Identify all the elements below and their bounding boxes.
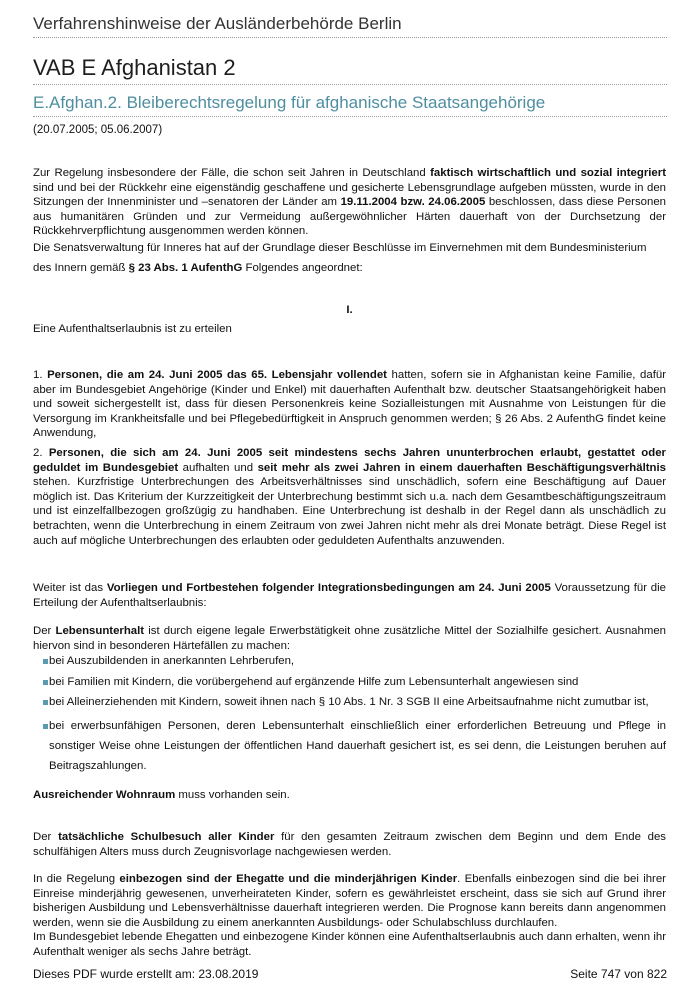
wohnraum-paragraph: Ausreichender Wohnraum muss vorhanden sein. [33, 789, 290, 801]
list-item: bei Auszubildenden in anerkannten Lehrberufen, [33, 654, 666, 669]
footer-page-number: Seite 747 von 822 [570, 967, 667, 981]
footer-created-date: Dieses PDF wurde erstellt am: 23.08.2019 [33, 967, 259, 981]
bullet-square-icon [43, 724, 48, 729]
item-1: 1. Personen, die am 24. Juni 2005 das 65. Lebensjahr vollendet hatten, sofern sie in Afghanistan keine Familie, dafür aber im Bundesgebiet Angehörige (Kinder und Enkel) mit dauerhaften Aufenthalt bzw. deutscher Staatsangehörigkeit haben und soweit sichergestellt ist, dass für diesen Personenkreis keine Sozialleistungen mit Ausnahme von Leistungen für die Versorgung im Krankheitsfalle und bei Pflegebedürftigkeit in Anspruch genommen werden; § 26 Abs. 2 AufenthG findet keine Anwendung, [33, 369, 666, 440]
item-2: 2. Personen, die sich am 24. Juni 2005 seit mindestens sechs Jahren ununterbrochen erlaubt, gestattet oder geduldet im Bundesgebiet aufhalten und seit mehr als zwei Jahren in einem dauerhaften Beschäftigungsverhältnis stehen. Kurzfristige Unterbrechungen des Arbeitsverhältnisses sind unschädlich, sofern eine Beschäftigung auf Dauer möglich ist. Das Kriterium der Kurzzeitigkeit der Unterbrechung bestimmt sich u.a. nach dem Gesamtbeschäftigungszeitraum und ist einzelfallbezogen großzügig zu handhaben. Eine Unterbrechung ist deshalb in der Regel dann als unschädlich zu betrachten, wenn die Unterbrechung in einem Zeitraum von zwei Jahren nicht mehr als drei Monate beträgt. Diese Regel ist auch auf mögliche Unterbrechungen des erlaubten oder geduldeten Aufenthalts anzuwenden. [33, 447, 666, 547]
document-title: VAB E Afghanistan 2 [33, 55, 236, 80]
hardship-list [33, 654, 666, 776]
bullet-square-icon [43, 680, 48, 685]
title-divider [33, 84, 667, 85]
bullet-square-icon [43, 659, 48, 664]
list-item: bei Alleinerziehenden mit Kindern, soweit ihnen nach § 10 Abs. 1 Nr. 3 SGB II eine Arbeitsaufnahme nicht zumutbar ist, [33, 695, 666, 710]
list-item: bei erwerbsunfähigen Personen, deren Lebensunterhalt einschließlich einer erforderlichen Betreuung und Pflege in sonstiger Weise ohne Leistungen der öffentlichen Hand dauerhaft gesichert ist, es sei denn, die Leistungen beruhen auf Beitragszahlungen. [33, 716, 666, 776]
section-numeral: I. [346, 304, 353, 316]
schulbesuch-paragraph: Der tatsächliche Schulbesuch aller Kinder für den gesamten Zeitraum zwischen dem Beginn und dem Ende des schulfähigen Alters muss durch Zeugnisvorlage nachgewiesen werden. [33, 831, 666, 858]
decree-paragraph: Die Senatsverwaltung für Inneres hat auf der Grundlage dieser Beschlüsse im Einvernehmen mit dem Bundesministerium des Innern gemäß § 23 Abs. 1 AufenthG Folgendes angeordnet: [33, 242, 647, 274]
list-item: bei Familien mit Kindern, die vorübergehend auf ergänzende Hilfe zum Lebensunterhalt angewiesen sind [33, 675, 666, 690]
header-divider [33, 37, 667, 38]
subtitle-divider [33, 116, 667, 117]
intro-paragraph: Zur Regelung insbesondere der Fälle, die schon seit Jahren in Deutschland faktisch wirtschaftlich und sozial integriert sind und bei der Rückkehr eine eigenständig geschaffene und gesicherte Lebensgrundlage aufgeben müssten, wurde in den Sitzungen der Innenminister und –senatoren der Länder am 19.11.2004 bzw. 24.06.2005 beschlossen, dass diese Personen aus humanitären Gründen und zur Vermeidung außergewöhnlicher Härten dauerhaft von der Durchsetzung der Rückkehrverpflichtung ausgenommen werden können. [33, 167, 667, 238]
section-lead: Eine Aufenthaltserlaubnis ist zu erteilen [33, 323, 232, 335]
section-subtitle: E.Afghan.2. Bleiberechtsregelung für afghanische Staatsangehörige [33, 93, 546, 112]
bullet-square-icon [43, 700, 48, 705]
integration-paragraph: Weiter ist das Vorliegen und Fortbestehen folgender Integrationsbedingungen am 24. Juni 2005 Voraussetzung für die Erteilung der Aufenthaltserlaubnis: [33, 582, 666, 609]
site-title: Verfahrenshinweise der Ausländerbehörde Berlin [33, 14, 402, 33]
lebensunterhalt-paragraph: Der Lebensunterhalt ist durch eigene legale Erwerbstätigkeit ohne zusätzliche Mittel der Sozialhilfe gesichert. Ausnahmen hiervon sind in besonderen Härtefällen zu machen: [33, 625, 666, 652]
revision-dates: (20.07.2005; 05.06.2007) [33, 124, 163, 136]
family-paragraph: In die Regelung einbezogen sind der Ehegatte und die minderjährigen Kinder. Ebenfalls einbezogen sind die bei ihrer Einreise minderjährig gewesenen, unverheirateten Kinder, sofern es gewährleistet erscheint, dass sie sich auf Grund ihrer bisherigen Ausbildung und Lebensverhältnisse dauerhaft integrieren werden. Die Prognose kann bereits dann angenommen werden, wenn sie die Ausbildung zu einem anerkannten Ausbildungs- oder Schulabschluss durchlaufen. Im Bundesgebiet lebende Ehegatten und einbezogene Kinder können eine Aufenthaltserlaubnis auch dann erhalten, wenn ihr Aufenthalt weniger als sechs Jahre beträgt. [33, 873, 666, 958]
